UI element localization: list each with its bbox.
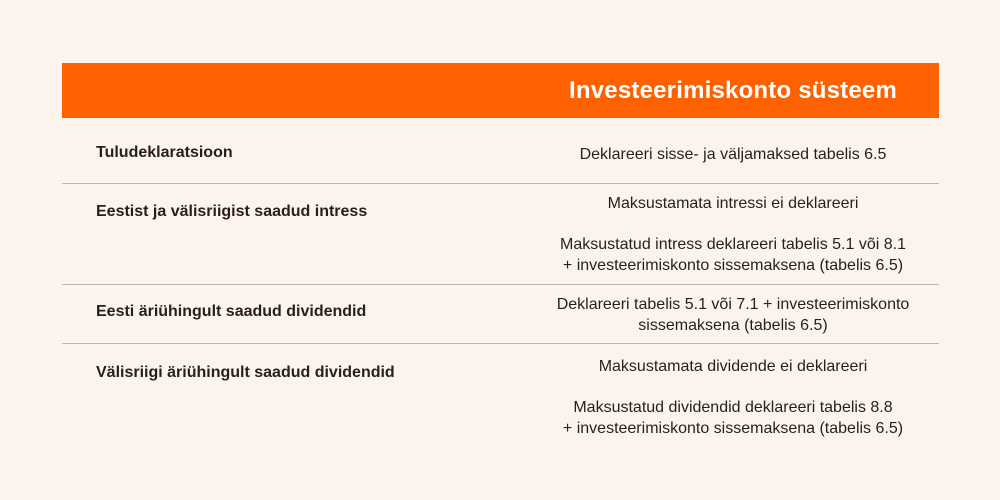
row-value-line: Maksustamata dividende ei deklareeri: [598, 358, 868, 375]
row-value-line: Maksustamata intressi ei deklareeri: [607, 195, 859, 212]
row-value-tuludeklaratsioon: [527, 144, 939, 165]
row-value-intress-taxed: [527, 234, 939, 276]
row-value-line: + investeerimiskonto sissemaksena (tabelis 6.5): [562, 420, 904, 437]
row-divider: [62, 284, 939, 285]
row-label-tuludeklaratsioon: Tuludeklaratsioon: [96, 144, 233, 161]
row-value-intress: [527, 193, 939, 214]
row-divider: [62, 343, 939, 344]
table-header-title: Investeerimiskonto süsteem: [569, 77, 897, 104]
row-value-line: sissemaksena (tabelis 6.5): [638, 317, 828, 334]
row-divider: [62, 183, 939, 184]
row-label-intress: Eestist ja välisriigist saadud intress: [96, 203, 368, 220]
row-value-line: + investeerimiskonto sissemaksena (tabelis 6.5): [562, 257, 904, 274]
row-value-line: Deklareeri sisse- ja väljamaksed tabelis 6.5: [579, 146, 887, 163]
row-value-valisriigi-dividendid: [527, 356, 939, 377]
row-value-line: Maksustatud dividendid deklareeri tabelis 8.8: [573, 399, 893, 416]
table-header-bar: [62, 63, 939, 118]
row-value-line: Deklareeri tabelis 5.1 või 7.1 + investeerimiskonto: [556, 296, 910, 313]
row-value-line: Maksustatud intress deklareeri tabelis 5.1 või 8.1: [560, 236, 906, 253]
row-value-eesti-dividendid: [527, 294, 939, 336]
row-label-valisriigi-dividendid: Välisriigi äriühingult saadud dividendid: [96, 364, 395, 381]
row-label-eesti-dividendid: Eesti äriühingult saadud dividendid: [96, 303, 367, 320]
row-value-valisriigi-taxed: [527, 397, 939, 439]
